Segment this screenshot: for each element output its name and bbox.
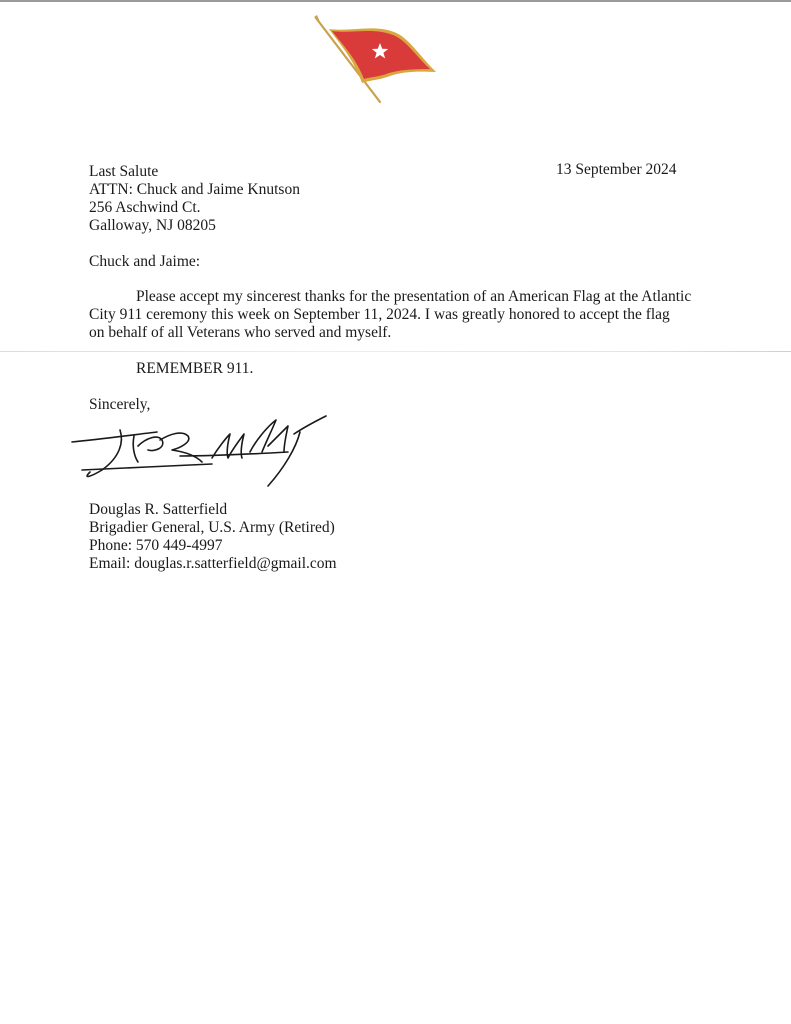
star-flag-icon <box>310 14 440 106</box>
recipient-organization: Last Salute <box>89 163 159 180</box>
recipient-attention: ATTN: Chuck and Jaime Knutson <box>89 181 300 198</box>
recipient-city: Galloway, NJ 08205 <box>89 217 216 234</box>
page-top-edge <box>0 0 791 2</box>
body-line-2: City 911 ceremony this week on September 11, 2024. I was greatly honored to accept the flag <box>89 306 670 323</box>
sender-email: Email: douglas.r.satterfield@gmail.com <box>89 555 337 572</box>
recipient-street: 256 Aschwind Ct. <box>89 199 201 216</box>
remember-line: REMEMBER 911. <box>136 360 254 377</box>
body-line-3: on behalf of all Veterans who served and myself. <box>89 324 392 341</box>
letter-date: 13 September 2024 <box>556 161 677 178</box>
sender-title: Brigadier General, U.S. Army (Retired) <box>89 519 335 536</box>
paper-fold-line <box>0 351 791 352</box>
body-line-1: Please accept my sincerest thanks for the presentation of an American Flag at the Atlantic <box>136 288 692 305</box>
salutation: Chuck and Jaime: <box>89 253 201 270</box>
sender-name: Douglas R. Satterfield <box>89 501 228 518</box>
handwritten-signature-icon <box>62 412 342 492</box>
sender-phone: Phone: 570 449-4997 <box>89 537 223 554</box>
closing: Sincerely, <box>89 396 151 413</box>
